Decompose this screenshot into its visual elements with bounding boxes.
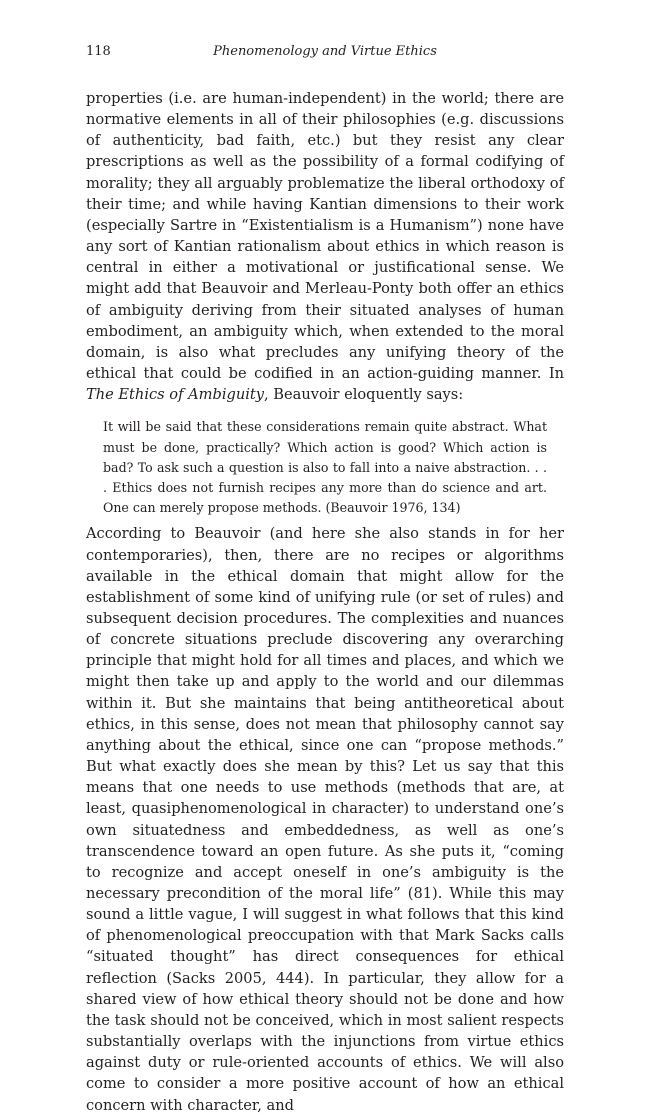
running-title: Phenomenology and Virtue Ethics <box>213 44 437 59</box>
page-header <box>86 44 564 64</box>
book-title-reference: The Ethics of Ambiguity <box>86 386 265 404</box>
block-quote: It will be said that these considerations remain quite abstract. What must be done, practically? Which action is good? Which action is bad? To ask such a question is also to fall into a naive abstraction. . . . Ethics does not furnish recipes any more than do science and art. One can merely propose methods. (Beauvoir 1976, 134) <box>103 419 547 516</box>
paragraph-1-text-b: , Beauvoir eloquently says: <box>264 386 464 404</box>
paragraph-1-text-a: properties (i.e. are human-independent) in the world; there are normative elements in all of their philosophies (e.g. discussions of authenticity, bad faith, etc.) but they resist any clear prescriptions as well as the possibility of a formal codifying of morality; they all arguably problematize the liberal orthodoxy of their time; and while having Kantian dimensions to their work (especially Sartre in “Existentialism is a Humanism”) none have any sort of Kantian rationalism about ethics in which reason is central in either a motivational or justificational sense. We might add that Beauvoir and Merleau-Ponty both offer an ethics of ambiguity deriving from their situated analyses of human embodiment, an ambiguity which, when extended to the moral domain, is also what precludes any unifying theory of the ethical that could be codified in an action-guiding manner. In <box>86 90 564 383</box>
page-number: 118 <box>86 44 111 59</box>
body-text <box>86 88 564 1116</box>
paragraph-2: According to Beauvoir (and here she also stands in for her contemporaries), then, there are no recipes or algorithms available in the ethical domain that might allow for the establishment of some kind of unifying rule (or set of rules) and subsequent decision procedures. The complexities and nuances of concrete situations preclude discovering any overarching principle that might hold for all times and places, and which we might then take up and apply to the world and our dilemmas within it. But she maintains that being antitheoretical about ethics, in this sense, does not mean that philosophy cannot say anything about the ethical, since one can “propose methods.” But what exactly does she mean by this? Let us say that this means that one needs to use methods (methods that are, at least, quasiphenomenological in character) to understand one’s own situatedness and embeddedness, as well as one’s transcendence toward an open future. As she puts it, “coming to recognize and accept oneself in one’s ambiguity is the necessary precondition of the moral life” (81). While this may sound a little vague, I will suggest in what follows that this kind of phenomenological preoccupation with that Mark Sacks calls “situated thought” has direct consequences for ethical reflection (Sacks 2005, 444). In particular, they allow for a shared view of how ethical theory should not be done and how the task should not be conceived, which in most salient respects substantially overlaps with the injunctions from virtue ethics against duty or rule-oriented accounts of ethics. We will also come to consider a more positive account of how an ethical concern with character, and <box>86 525 564 1114</box>
paragraph-1 <box>86 88 564 405</box>
